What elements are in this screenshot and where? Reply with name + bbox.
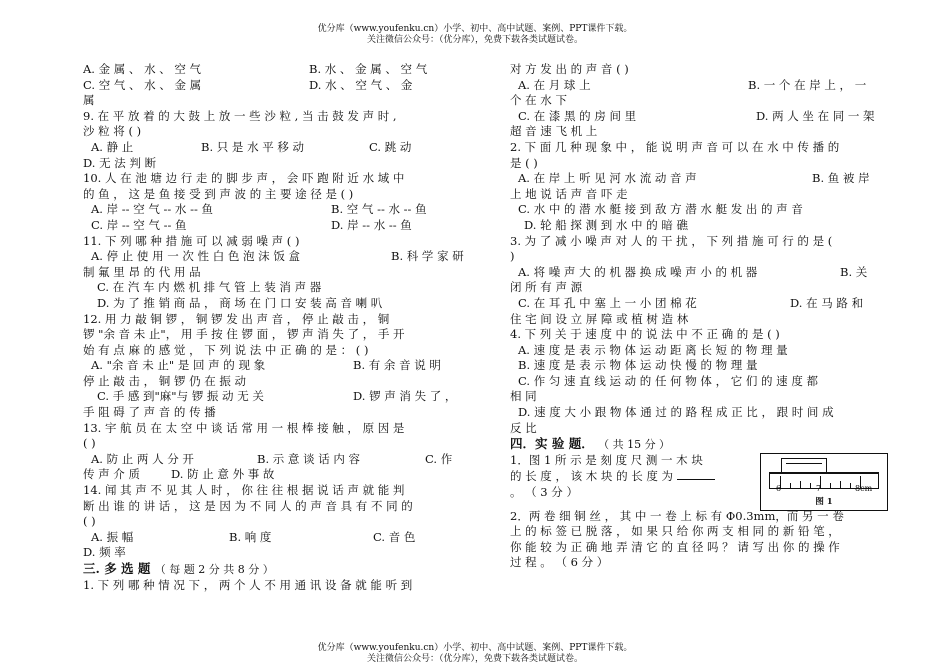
q14-option-b: B. 响 度 [229,529,272,544]
ruler-tick [800,481,801,488]
q14-option-c: C. 音 色 [373,529,416,544]
m3-option-d-tail: 住 宅 间 设 立 屏 障 或 植 树 造 林 [510,311,689,326]
e2-stem-1: 2．两 卷 细 铜 丝 ， 其 中 一 卷 上 标 有 Φ0.3mm，而 另 一 卷 [510,508,844,523]
q11-option-b-tail: 制 氟 里 昂 的 代 用 品 [83,264,201,279]
m1-option-d-tail: 超 音 速 飞 机 上 [510,124,598,139]
q12-stem-1: 12. 用 力 敲 铜 锣 ， 铜 锣 发 出 声 音 ， 停 止 敲 击 ， 铜 [83,311,390,326]
ruler-tick [790,483,791,488]
e1-stem-1: 1．图 1 所 示 是 刻 度 尺 测 一 木 块 [510,452,703,467]
e1-stem-2-text: 的 长 度 ， 该 木 块 的 长 度 为 [510,469,674,484]
q14-option-d: D. 频 率 [83,545,126,560]
q13-options-abc [83,452,473,468]
q8-options-ab [83,62,473,78]
section-4-title: 四．实 验 题． [510,436,594,452]
q12-option-d: D. 锣 声 消 失 了 ， [353,389,457,404]
q12-option-d-tail: 手 阻 碍 了 声 音 的 传 播 [83,405,216,420]
m2-option-b: B. 鱼 被 岸 [812,171,870,186]
q12-option-c: C. 手 感 到"麻"与 锣 振 动 无 关 [97,389,264,404]
q9-option-c: C. 跳 动 [369,139,412,154]
q13-option-c: C. 作 [425,451,453,466]
m4-option-b: B. 速 度 是 表 示 物 体 运 动 快 慢 的 物 理 量 [518,358,758,373]
m1-option-b: B. 一 个 在 岸 上 ， 一 [748,77,867,92]
q10-option-a: A. 岸 -- 空 气 -- 水 -- 鱼 [91,202,214,217]
e2-stem-2: 上 的 标 签 已 脱 落 ， 如 果 只 给 你 两 支 相 同 的 新 铅 笔 ， [510,524,840,539]
q10-stem-2: 的 鱼 ， 这 是 鱼 接 受 到 声 波 的 主 要 途 径 是 ( ) [83,186,354,201]
m1-stem-2: 对 方 发 出 的 声 音 ( ) [510,62,629,76]
e1-stem-3: 。 （ 3 分 ） [510,485,578,500]
q13-option-b: B. 示 意 谈 话 内 容 [257,451,361,466]
m2-option-b-tail: 上 地 说 话 声 音 吓 走 [510,186,628,201]
m1-options-ab [510,78,890,94]
q11-option-d: D. 为 了 推 销 商 品 ， 商 场 在 门 口 安 装 高 音 喇 叭 [97,295,383,310]
q10-option-d: D. 岸 -- 水 -- 鱼 [331,217,412,232]
m1-stem-1: 1. 下 列 哪 种 情 况 下 ， 两 个 人 不 用 通 讯 设 备 就 能 听 到 [83,577,413,592]
m1-option-c: C. 在 漆 黑 的 房 间 里 [518,108,637,123]
m4-option-c-tail: 相 同 [510,389,537,404]
left-column [83,62,473,593]
q11-option-b: B. 科 学 家 研 [391,249,464,264]
footer-line-2: 关注微信公众号：（优分库），免费下载各类试题试卷。 [366,654,583,664]
q12-options-ab [83,358,473,374]
section-3-heading [83,561,473,578]
q10-option-b: B. 空 气 -- 水 -- 鱼 [331,202,427,217]
q8-option-d: D. 水 、 空 气 、 金 [309,77,413,92]
q11-option-c: C. 在 汽 车 内 燃 机 排 气 管 上 装 消 声 器 [97,280,322,295]
section-3-note: （ 每 题 2 分 共 8 分 ） [154,563,274,576]
q13-options-cd [83,467,473,483]
q10-stem-1: 10. 人 在 池 塘 边 行 走 的 脚 步 声 ， 会 吓 跑 附 近 水 域 中 [83,171,405,186]
m2-options-ab [510,171,890,187]
section-3-title: 三. 多 选 题 [83,561,151,576]
ruler-tick [830,483,831,488]
m4-option-c: C. 作 匀 速 直 线 运 动 的 任 何 物 体 ， 它 们 的 速 度 都 [518,373,818,388]
m4-option-d: D. 速 度 大 小 跟 物 体 通 过 的 路 程 成 正 比 ， 跟 时 间 成 [518,405,834,420]
m4-stem: 4. 下 列 关 于 速 度 中 的 说 法 中 不 正 确 的 是 ( ) [510,327,780,342]
q10-options-cd [83,218,473,234]
section-4-note: （ 共 15 分 ） [598,438,671,452]
q13-stem-1: 13. 宇 航 员 在 太 空 中 谈 话 常 用 一 根 棒 接 触 ， 原 因 是 [83,420,405,435]
q14-stem-3: ( ) [83,514,96,529]
q9-stem-1: 9. 在 平 放 着 的 大 鼓 上 放 一 些 沙 粒 , 当 击 鼓 发 声 时 , [83,108,397,123]
m3-option-b-tail: 闭 所 有 声 源 [510,280,583,295]
q12-stem-2: 锣 "余 音 未 止"， 用 手 按 住 锣 面 ， 锣 声 消 失 了 ， 手 开 [83,327,405,342]
m3-option-a: A. 将 噪 声 大 的 机 器 换 成 噪 声 小 的 机 器 [518,264,758,279]
m2-option-c: C. 水 中 的 潜 水 艇 接 到 敌 方 潜 水 艇 发 出 的 声 音 [518,202,803,217]
q8-option-a: A. 金 属 、 水 、 空 气 [83,62,202,76]
q10-options-ab [83,202,473,218]
ruler-tick [840,481,841,488]
q14-options-abc [83,530,473,546]
page-footer [0,643,950,665]
m3-options-ab [510,265,890,281]
e2-stem-4: 过 程 。 （ 6 分 ） [510,555,609,570]
page-header [0,24,950,46]
ruler-label-7: 7 [816,484,822,493]
e1-answer-blank[interactable] [677,468,715,480]
q14-stem-1: 14. 闻 其 声 不 见 其 人 时 ， 你 往 往 根 据 说 话 声 就 能 判 [83,483,405,498]
q14-option-a: A. 振 幅 [91,529,134,544]
ruler-label-6: 6 [776,484,782,493]
q13-option-c-tail: 传 声 介 质 [83,467,140,482]
q9-option-a: A. 静 止 [91,139,134,154]
q9-option-d: D. 无 法 判 断 [83,155,157,170]
q9-option-b: B. 只 是 水 平 移 动 [201,139,305,154]
m1-options-cd [510,109,890,125]
q12-option-b: B. 有 余 音 说 明 [353,358,441,373]
m2-option-d: D. 轮 船 探 测 到 水 中 的 暗 礁 [524,217,689,232]
m2-option-a: A. 在 岸 上 听 见 河 水 流 动 音 声 [518,171,697,186]
q9-options-abc [83,140,473,156]
q12-option-b-tail: 停 止 敲 击 ， 铜 锣 仍 在 振 动 [83,373,247,388]
m1-option-d: D. 两 人 坐 在 同 一 架 [756,108,875,123]
q8-option-b: B. 水 、 金 属 、 空 气 [309,62,428,76]
m4-option-d-tail: 反 比 [510,420,537,435]
m3-option-d: D. 在 马 路 和 [790,295,864,310]
q11-stem: 11. 下 列 哪 种 措 施 可 以 减 弱 噪 声 ( ) [83,233,300,248]
ruler-label-8cm: 8cm [855,484,873,493]
footer-line-1: 优分库（www.youfenku.cn）小学、初中、高中试题、案例、PPT课件下载。 [317,643,633,653]
m1-option-a: A. 在 月 球 上 [518,77,591,92]
m3-stem-1: 3. 为 了 减 小 噪 声 对 人 的 干 扰 ， 下 列 措 施 可 行 的 是 ( [510,233,833,248]
q13-option-a: A. 防 止 两 人 分 开 [91,451,194,466]
q11-option-a: A. 停 止 使 用 一 次 性 白 色 泡 沫 饭 盒 [91,249,300,264]
header-line-1: 优分库（www.youfenku.cn）小学、初中、高中试题、案例、PPT课件下载。 [317,24,633,34]
m2-stem-2: 是 ( ) [510,155,538,170]
header-line-2: 关注微信公众号：（优分库），免费下载各类试题试卷。 [366,35,583,45]
q12-options-cd [83,389,473,405]
ruler-figure [760,453,888,511]
q13-option-d: D. 防 止 意 外 事 故 [171,467,275,482]
ruler-tick [850,483,851,488]
q8-option-d-tail: 属 [83,93,95,108]
m3-option-b: B. 关 [840,264,868,279]
q13-stem-2: ( ) [83,436,96,451]
q14-stem-2: 断 出 谁 的 讲 话 ， 这 是 因 为 不 同 人 的 声 音 具 有 不 同 的 [83,498,413,513]
q12-option-a: A. "余 音 未 止" 是 回 声 的 现 象 [91,358,266,373]
q11-options-ab [83,249,473,265]
q8-option-c: C. 空 气 、 水 、 金 属 [83,77,202,92]
m2-stem-1: 2. 下 面 几 种 现 象 中 ， 能 说 明 声 音 可 以 在 水 中 传 播 的 [510,139,840,154]
m4-option-a: A. 速 度 是 表 示 物 体 运 动 距 离 长 短 的 物 理 量 [518,342,788,357]
m3-options-cd [510,296,890,312]
q9-stem-2: 沙 粒 将 ( ) [83,124,142,139]
m1-option-b-tail: 个 在 水 下 [510,93,567,108]
figure-caption: 图 1 [815,497,833,507]
block-line [786,463,822,464]
section-4-heading [510,436,890,453]
m3-option-c: C. 在 耳 孔 中 塞 上 一 小 团 棉 花 [518,295,697,310]
e2-stem-3: 你 能 较 为 正 确 地 弄 清 它 的 直 径 吗 ？ 请 写 出 你 的 操 作 [510,539,840,554]
ruler-tick [810,483,811,488]
q8-options-cd [83,78,473,94]
q12-stem-3: 始 有 点 麻 的 感 觉 ， 下 列 说 法 中 正 确 的 是 ： ( ) [83,342,369,357]
q10-option-c: C. 岸 -- 空 气 -- 鱼 [91,217,187,232]
m3-stem-2: ) [510,249,515,264]
